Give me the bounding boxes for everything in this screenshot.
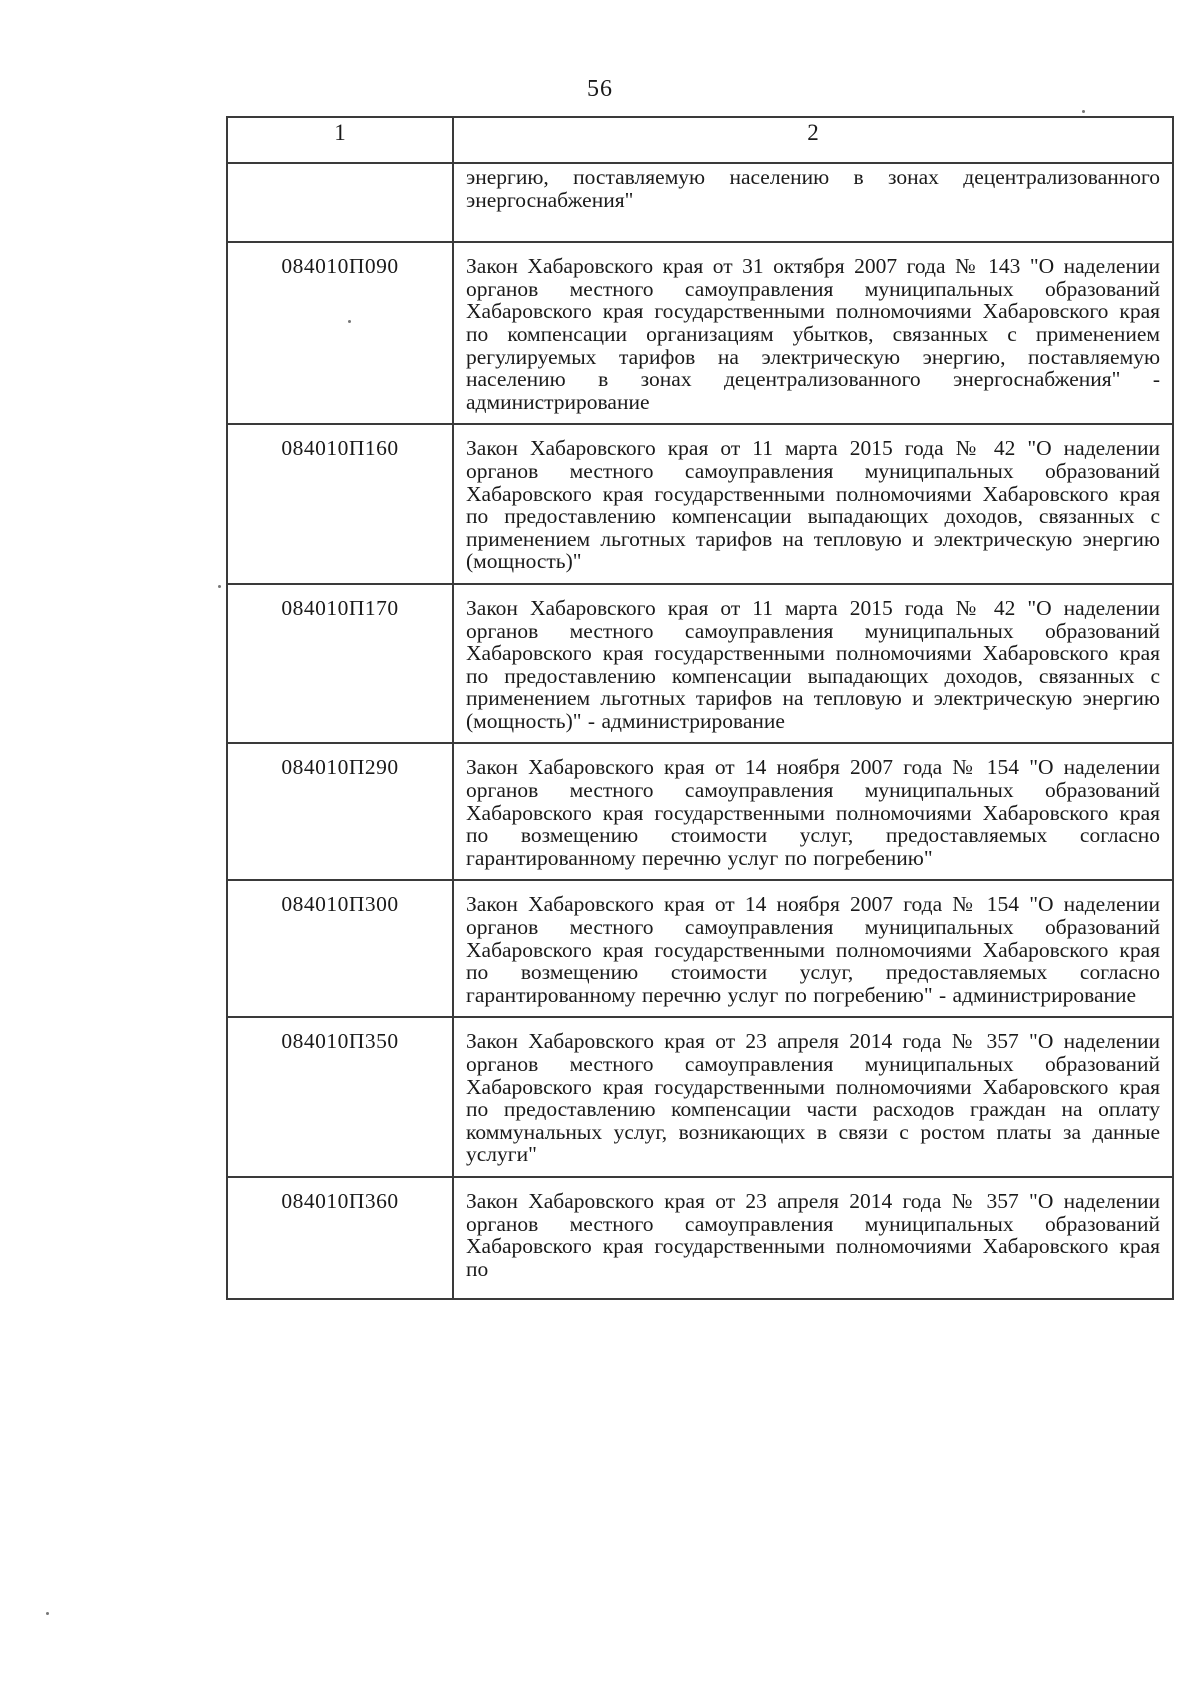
page-number: 56: [587, 76, 613, 102]
row-text: Закон Хабаровского края от 31 октября 2007 года № 143 "О наделении органов местного самоуправления муниципальных образований Хабаровского края государственными полномочиями Хабаровского края по компенсации организациям убытков, связанных с применением регулируемых тарифов на электрическую энергию, поставляемую населению в зонах децентрализованного энергоснабжения" - администрирование: [453, 242, 1173, 424]
row-code: 084010П360: [227, 1177, 453, 1299]
row-code: 084010П160: [227, 424, 453, 584]
table-row: [227, 584, 1173, 744]
column-header-1: 1: [227, 117, 453, 163]
row-text: Закон Хабаровского края от 14 ноября 2007 года № 154 "О наделении органов местного самоуправления муниципальных образований Хабаровского края государственными полномочиями Хабаровского края по возмещению стоимости услуг, предоставляемых согласно гарантированному перечню услуг по погребению" - администрирование: [453, 880, 1173, 1017]
row-text: Закон Хабаровского края от 23 апреля 2014 года № 357 "О наделении органов местного самоуправления муниципальных образований Хабаровского края государственными полномочиями Хабаровского края по: [453, 1177, 1173, 1299]
scan-speck: [218, 585, 221, 588]
row-code: [227, 163, 453, 242]
table-row: [227, 242, 1173, 424]
row-text: Закон Хабаровского края от 11 марта 2015 года № 42 "О наделении органов местного самоуправления муниципальных образований Хабаровского края государственными полномочиями Хабаровского края по предоставлению компенсации выпадающих доходов, связанных с применением льготных тарифов на тепловую и электрическую энергию (мощность)" - администрирование: [453, 584, 1173, 744]
table-row: [227, 424, 1173, 584]
row-text: Закон Хабаровского края от 23 апреля 2014 года № 357 "О наделении органов местного самоуправления муниципальных образований Хабаровского края государственными полномочиями Хабаровского края по предоставлению компенсации части расходов граждан на оплату коммунальных услуг, возникающих в связи с ростом платы за данные услуги": [453, 1017, 1173, 1177]
table-row: [227, 1017, 1173, 1177]
table-row: [227, 163, 1173, 242]
scan-speck: [348, 320, 351, 323]
table-row: [227, 743, 1173, 880]
row-code: 084010П170: [227, 584, 453, 744]
row-text: Закон Хабаровского края от 11 марта 2015 года № 42 "О наделении органов местного самоуправления муниципальных образований Хабаровского края государственными полномочиями Хабаровского края по предоставлению компенсации выпадающих доходов, связанных с применением льготных тарифов на тепловую и электрическую энергию (мощность)": [453, 424, 1173, 584]
table-body: [227, 163, 1173, 1299]
table-header-row: [227, 117, 1173, 163]
table-row: [227, 880, 1173, 1017]
row-text: энергию, поставляемую населению в зонах децентрализованного энергоснабжения": [453, 163, 1173, 242]
table-row: [227, 1177, 1173, 1299]
document-table: [226, 116, 1174, 1300]
row-code: 084010П300: [227, 880, 453, 1017]
row-code: 084010П090: [227, 242, 453, 424]
row-code: 084010П290: [227, 743, 453, 880]
column-header-2: 2: [453, 117, 1173, 163]
scan-speck: [1082, 110, 1085, 113]
row-code: 084010П350: [227, 1017, 453, 1177]
table-header: [227, 117, 1173, 163]
scan-speck: [46, 1612, 49, 1615]
row-text: Закон Хабаровского края от 14 ноября 2007 года № 154 "О наделении органов местного самоуправления муниципальных образований Хабаровского края государственными полномочиями Хабаровского края по возмещению стоимости услуг, предоставляемых согласно гарантированному перечню услуг по погребению": [453, 743, 1173, 880]
